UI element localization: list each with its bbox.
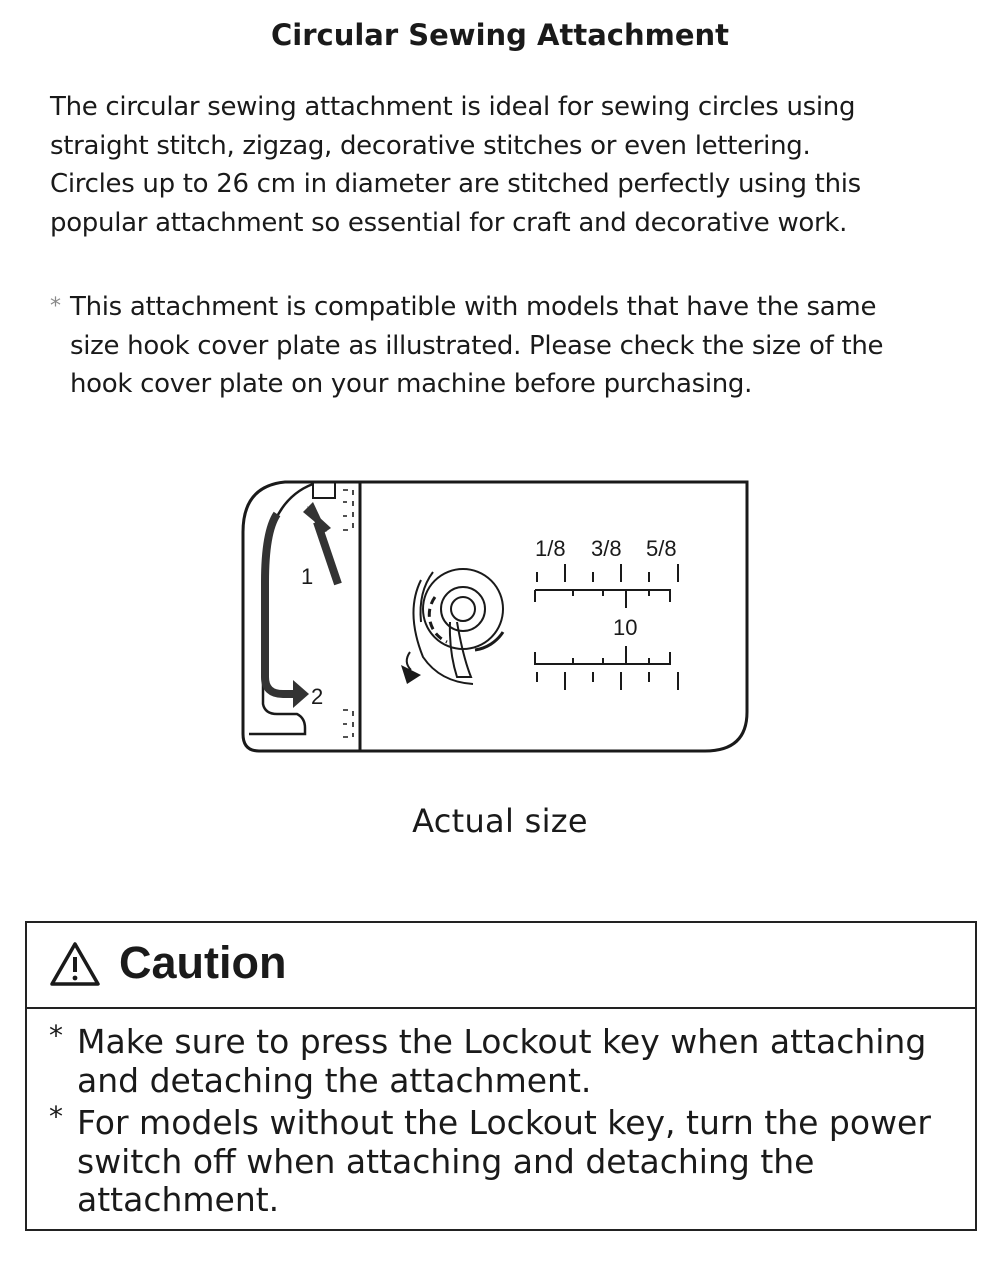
caution-title: Caution: [119, 937, 287, 988]
rotation-arrow-head: [401, 665, 421, 684]
arrow-2: [265, 514, 293, 694]
pivot-arc-2: [475, 632, 503, 650]
pivot-ring-outer: [423, 569, 503, 649]
caution-item-marker: *: [49, 1019, 63, 1052]
arrow-2-head: [293, 680, 309, 708]
note-line: This attachment is compatible with models that have the same: [70, 292, 877, 322]
compatibility-note: [50, 288, 990, 404]
page-title: Circular Sewing Attachment: [270, 18, 730, 52]
plate-main-outline: [360, 482, 747, 751]
hook-cover-plate-diagram: [235, 472, 755, 762]
caution-item-line: and detaching the attachment.: [77, 1060, 592, 1100]
intro-line: Circles up to 26 cm in diameter are stitched perfectly using this: [50, 169, 861, 199]
caution-item-marker: *: [49, 1100, 63, 1133]
caution-item-line: switch off when attaching and detaching the: [77, 1141, 815, 1181]
plate-top-notch: [313, 482, 335, 498]
diagram-caption: Actual size: [412, 802, 588, 840]
plate-left-outline: [243, 482, 360, 751]
intro-line: straight stitch, zigzag, decorative stitches or even lettering.: [50, 130, 811, 161]
plate-dash-bottom: [343, 710, 353, 737]
note-text: [70, 288, 990, 404]
scale-ticks-top: [537, 564, 678, 582]
caution-item-line: Make sure to press the Lockout key when attaching: [77, 1022, 927, 1061]
warning-triangle-icon: [49, 941, 101, 987]
pivot-ring-inner: [451, 597, 475, 621]
note-line: size hook cover plate as illustrated. Please check the size of the: [70, 330, 884, 361]
caution-item: [49, 1019, 927, 1100]
scale-label-1-8: 1/8: [535, 536, 566, 561]
scale-label-3-8: 3/8: [591, 536, 622, 561]
note-asterisk: *: [50, 294, 61, 319]
caution-box: [25, 921, 977, 1231]
caution-item-line: attachment.: [77, 1180, 280, 1219]
intro-line: popular attachment so essential for craft and decorative work.: [50, 207, 848, 238]
pivot-ring-mid: [441, 587, 485, 631]
scale-ticks-bottom: [537, 672, 678, 690]
step-2-label: 2: [311, 684, 324, 709]
scale-bracket-bottom: [535, 646, 670, 664]
scale-center-label: 10: [613, 615, 638, 640]
step-1-label: 1: [301, 564, 314, 589]
caution-item-line: For models without the Lockout key, turn the power: [77, 1103, 931, 1142]
plate-dash-top: [343, 490, 353, 532]
scale-label-5-8: 5/8: [646, 536, 677, 561]
caution-item: [49, 1100, 931, 1220]
scale-bracket-top: [535, 590, 670, 608]
intro-paragraph: [50, 88, 980, 242]
caution-header: [27, 923, 975, 1009]
intro-line: The circular sewing attachment is ideal for sewing circles using: [50, 92, 856, 122]
note-line: hook cover plate on your machine before purchasing.: [70, 369, 753, 399]
